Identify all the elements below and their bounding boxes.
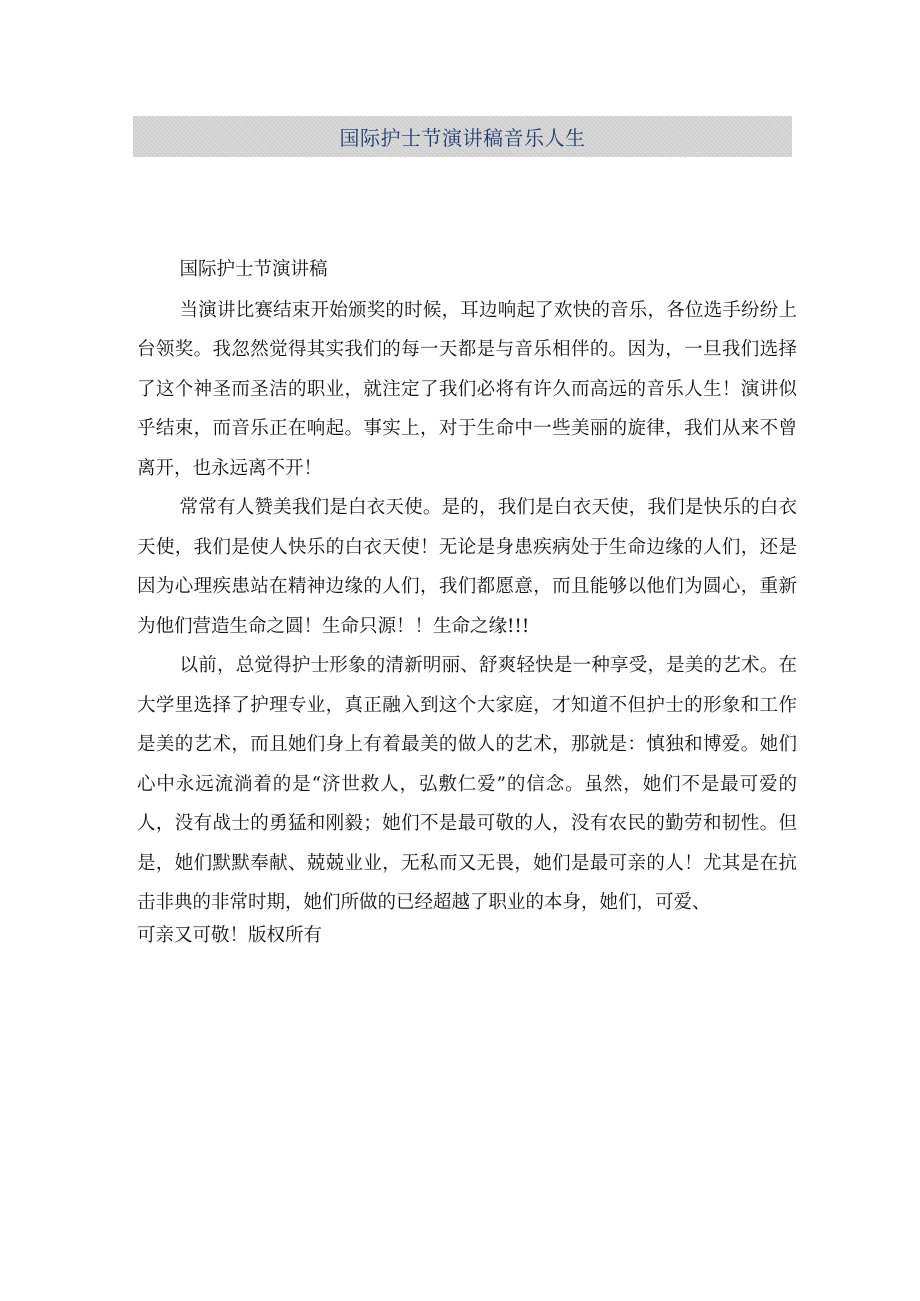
document-subtitle: 国际护士节演讲稿 — [179, 259, 328, 280]
document-title: 国际护士节演讲稿音乐人生 — [339, 126, 586, 150]
paragraph-1: 当演讲比赛结束开始颁奖的时候，耳边响起了欢快的音乐，各位选手纷纷上台领奖。我忽然觉得其实我们的每一天都是与音乐相伴的。因为，一旦我们选择了这个神圣而圣洁的职业，就注定了我们必将有许久而高远的音乐人生！演讲似乎结束，而音乐正在响起。事实上，对于生命中一些美丽的旋律，我们从来不曾离开，也永远离不开！ — [137, 299, 797, 479]
paragraph-3: 以前，总觉得护士形象的清新明丽、舒爽轻快是一种享受，是美的艺术。在大学里选择了护理专业，真正融入到这个大家庭，才知道不但护士的形象和工作是美的艺术，而且她们身上有着最美的做人的艺术，那就是：慎独和博爱。她们心中永远流淌着的是“济世救人，弘敷仁爱”的信念。虽然，她们不是最可爱的人，没有战士的勇猛和刚毅；她们不是最可敬的人，没有农民的勤劳和韧性。但是，她们默默奉献、兢兢业业，无私而又无畏，她们是最可亲的人！尤其是在抗击非典的非常时期，她们所做的已经超越了职业的本身，她们，可爱、 — [137, 655, 797, 913]
document-body — [137, 250, 797, 949]
paragraph-2: 常常有人赞美我们是白衣天使。是的，我们是白衣天使，我们是快乐的白衣天使，我们是使人快乐的白衣天使！无论是身患疾病处于生命边缘的人们，还是因为心理疾患站在精神边缘的人们，我们都愿意，而且能够以他们为圆心，重新为他们营造生命之圆！生命只源！！生命之缘!!! — [137, 497, 797, 637]
title-banner — [133, 116, 792, 157]
tail-line: 可亲又可敬！版权所有 — [137, 924, 323, 946]
